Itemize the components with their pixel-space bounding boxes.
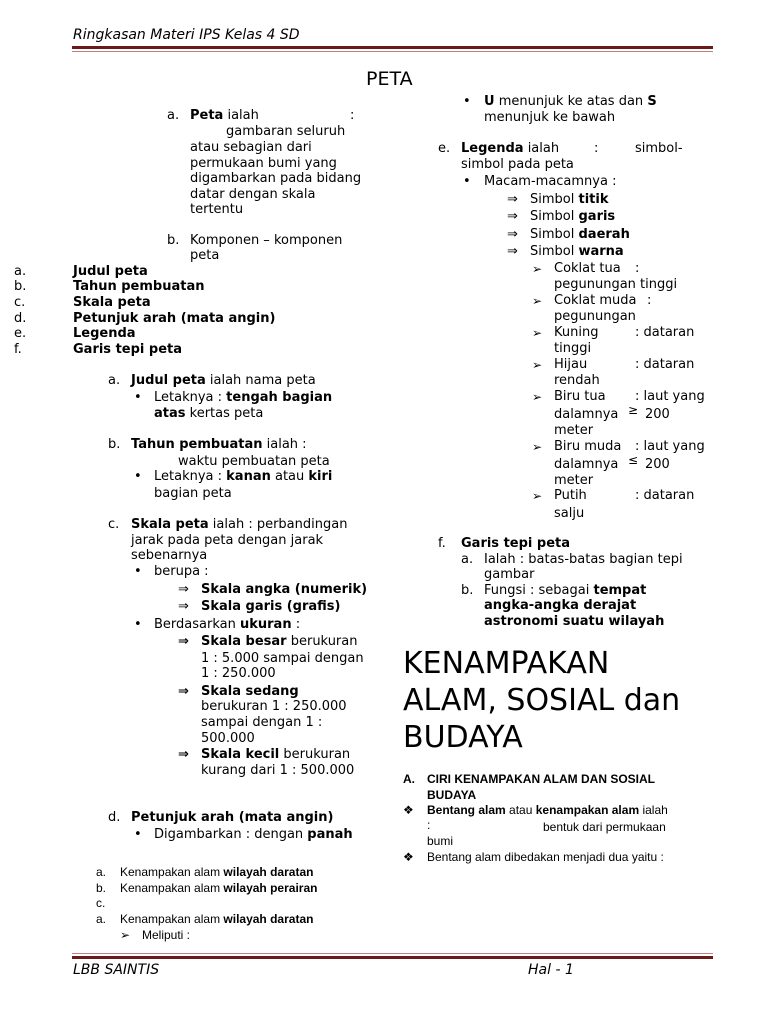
bullet-text: Macam-macamnya : (484, 174, 617, 189)
text: Berdasarkan (154, 617, 240, 632)
term: wilayah perairan (223, 881, 318, 895)
text: Digambarkan : dengan (154, 827, 308, 842)
term: S (647, 94, 657, 109)
footer-rule-thin (72, 953, 713, 954)
warna-name: Coklat tua (554, 261, 621, 276)
bullet: • (463, 174, 471, 189)
arrow-icon: ⇒ (178, 747, 189, 762)
term: Bentang alam (427, 803, 506, 817)
list-item (120, 881, 317, 896)
bullet: • (134, 390, 142, 405)
line: pegunungan tinggi (554, 277, 678, 292)
ciri-heading: BUDAYA (427, 788, 477, 802)
line: berukuran 1 : 250.000 (201, 699, 347, 714)
arrow-icon: ⇒ (178, 634, 189, 649)
list-marker: a. (96, 865, 107, 879)
term: wilayah daratan (223, 912, 314, 926)
bentang-text (427, 803, 668, 818)
bullet: • (134, 564, 142, 579)
heading-line: ALAM, SOSIAL dan (403, 683, 681, 718)
list-item: Legenda (73, 326, 136, 341)
arrow-icon: ⇒ (507, 192, 518, 207)
item-marker: e. (438, 141, 451, 156)
line (484, 583, 646, 599)
line: dalamnya (554, 407, 619, 422)
item-marker: f. (438, 536, 446, 551)
arrow-bullet-icon: ➢ (532, 358, 543, 372)
bullet: • (134, 617, 142, 632)
text: Kenampakan alam (120, 881, 224, 895)
bentang-text: Bentang alam dibedakan menjadi dua yaitu : (427, 850, 664, 864)
line: tertentu (190, 202, 244, 217)
text: Simbol (530, 192, 579, 207)
line: jarak pada peta dengan jarak (131, 533, 324, 548)
list-item (120, 865, 313, 880)
number: 200 (645, 457, 670, 472)
bullet-text (154, 406, 263, 422)
list-item: Judul peta (73, 264, 148, 279)
text: ialah : perbandingan (208, 517, 348, 532)
arrow-icon: ⇒ (507, 244, 518, 259)
line: permukaan bumi yang (190, 156, 337, 171)
section-text (131, 373, 316, 389)
term: tengah bagian (226, 390, 333, 405)
line: menunjuk ke bawah (484, 110, 616, 125)
line: dalamnya (554, 457, 619, 472)
term: Garis tepi peta (461, 536, 571, 551)
diamond-bullet-icon: ❖ (403, 850, 414, 864)
warna-value: : dataran (635, 357, 695, 372)
diamond-bullet-icon: ❖ (403, 803, 414, 817)
text: simbol- (635, 141, 683, 156)
arrow-bullet-icon: ➢ (532, 262, 543, 276)
text: Letaknya : (154, 390, 227, 405)
term: panah (307, 827, 353, 842)
item-marker: a. (167, 108, 180, 123)
bullet: • (134, 469, 142, 484)
arrow-bullet-icon: ➢ (532, 390, 543, 404)
term: tempat (593, 583, 647, 598)
list-marker: b. (96, 881, 107, 895)
list-marker: c. (96, 896, 106, 910)
peta-definition-text (190, 108, 259, 124)
arah-text (484, 94, 657, 110)
arrow-bullet-icon: ➢ (532, 440, 543, 454)
text: ialah (523, 141, 560, 156)
line: gambaran seluruh (226, 124, 346, 139)
line: rendah (554, 373, 600, 388)
page-header: Ringkasan Materi IPS Kelas 4 SD (73, 27, 300, 43)
footer-rule (72, 956, 713, 959)
line: simbol pada peta (461, 157, 574, 172)
line: astronomi suatu wilayah (484, 614, 665, 629)
skala-garis: Skala garis (grafis) (201, 599, 341, 614)
ciri-heading: CIRI KENAMPAKAN ALAM DAN SOSIAL (427, 772, 655, 786)
list-item: Skala peta (73, 295, 151, 310)
list-marker: a. (96, 912, 107, 926)
warna-name: Putih (554, 488, 587, 503)
ge-symbol: ≥ (628, 403, 639, 417)
warna-value: : dataran (635, 488, 695, 503)
colon: : (427, 818, 431, 832)
item-marker: b. (461, 583, 474, 598)
term: ukuran (239, 617, 292, 632)
line: atau sebagian dari (190, 140, 312, 155)
section-text (131, 437, 307, 453)
number: 200 (645, 407, 670, 422)
skala-angka: Skala angka (numerik) (201, 582, 368, 597)
text: berukuran (279, 747, 351, 762)
section-text (131, 517, 347, 533)
term: daerah (578, 227, 630, 242)
line: tinggi (554, 341, 592, 356)
line: 1 : 250.000 (201, 666, 276, 681)
bullet: • (134, 827, 142, 842)
heading-line: BUDAYA (403, 720, 523, 755)
text: Simbol (530, 244, 579, 259)
term: atas (154, 406, 186, 421)
text: Kenampakan alam (120, 912, 224, 926)
simbol-item (530, 209, 615, 225)
line: meter (554, 423, 594, 438)
bullet-text (154, 390, 332, 406)
header-rule-thin (72, 51, 713, 52)
item-marker: A. (403, 772, 415, 786)
text: Simbol (530, 227, 579, 242)
simbol-item (530, 244, 624, 260)
term: wilayah daratan (223, 865, 314, 879)
text: ialah nama peta (205, 373, 316, 388)
line: gambar (484, 567, 535, 582)
item-marker: b. (108, 437, 121, 452)
skala-sedang: Skala sedang (201, 684, 299, 699)
term: Peta (190, 108, 224, 123)
list-marker: d. (14, 311, 27, 326)
list-marker: a. (14, 264, 27, 279)
warna-name: Biru muda (554, 439, 622, 454)
warna-name: Biru tua (554, 389, 606, 404)
arrow-icon: ⇒ (507, 209, 518, 224)
section-text (461, 141, 559, 157)
line: 500.000 (201, 731, 255, 746)
term: U (484, 94, 495, 109)
text: menunjuk ke atas dan (494, 94, 648, 109)
line: bentuk dari permukaan (543, 820, 666, 834)
line: Ialah : batas-batas bagian tepi (484, 552, 683, 567)
line: sampai dengan 1 : (201, 715, 323, 730)
line: pegunungan (554, 309, 636, 324)
item-marker: b. (167, 233, 180, 248)
arrow-bullet-icon: ➢ (532, 294, 543, 308)
arrow-icon: ⇒ (178, 684, 189, 699)
arrow-icon: ⇒ (507, 227, 518, 242)
line: datar dengan skala (190, 187, 316, 202)
text: ialah (639, 803, 668, 817)
line: meter (554, 473, 594, 488)
arrow-icon: ⇒ (178, 582, 189, 597)
text: atau (505, 803, 536, 817)
arrow-bullet-icon: ➢ (532, 326, 543, 340)
list-marker: e. (14, 326, 27, 341)
term: Skala besar (201, 634, 287, 649)
colon: : (350, 108, 355, 123)
term: garis (578, 209, 616, 224)
simbol-item (530, 192, 608, 208)
heading-line: KENAMPAKAN (403, 646, 610, 681)
item-marker: c. (108, 517, 120, 532)
bullet: • (463, 94, 471, 109)
line: kurang dari 1 : 500.000 (201, 763, 355, 778)
text: ialah : (262, 437, 307, 452)
warna-value: : dataran (635, 325, 695, 340)
term: Skala peta (131, 517, 209, 532)
term: Judul peta (131, 373, 206, 388)
arrow-icon: ⇒ (178, 599, 189, 614)
list-item: Petunjuk arah (mata angin) (73, 311, 276, 326)
text: ialah (223, 108, 259, 123)
term: kanan (226, 469, 271, 484)
meliputi-text: Meliputi : (142, 928, 191, 942)
bullet-text (154, 469, 332, 485)
bullet-text (154, 827, 353, 843)
term: Legenda (461, 141, 524, 156)
term: kenampakan alam (535, 803, 640, 817)
arrow-bullet-icon: ➢ (532, 489, 543, 503)
text: Fungsi : sebagai (484, 583, 594, 598)
bullet-text: berupa : (154, 564, 209, 579)
warna-name: Coklat muda (554, 293, 637, 308)
footer-left: LBB SAINTIS (73, 962, 160, 978)
line: peta (190, 248, 220, 263)
term: warna (578, 244, 624, 259)
skala-kecil (201, 747, 350, 763)
line: bumi (427, 834, 454, 848)
list-marker: c. (14, 295, 26, 310)
term: kiri (308, 469, 333, 484)
warna-value: : laut yang (635, 389, 705, 404)
page-number: Hal - 1 (528, 962, 574, 978)
warna-name: Hijau (554, 357, 588, 372)
le-symbol: ≤ (628, 453, 639, 467)
term: Petunjuk arah (mata angin) (131, 810, 334, 825)
text: : (291, 617, 301, 632)
text: kertas peta (185, 406, 264, 421)
simbol-item (530, 227, 630, 243)
peta-title: PETA (366, 68, 413, 90)
text: Letaknya : (154, 469, 227, 484)
warna-value: : (635, 261, 640, 276)
item-marker: a. (461, 552, 474, 567)
header-rule (72, 46, 713, 49)
skala-besar (201, 634, 357, 650)
line: sebenarnya (131, 548, 208, 563)
line: salju (554, 506, 585, 521)
list-item (120, 912, 313, 927)
warna-name: Kuning (554, 325, 599, 340)
line: digambarkan pada bidang (190, 171, 362, 186)
list-item: Garis tepi peta (73, 342, 183, 357)
item-marker: d. (108, 810, 121, 825)
line: angka-angka derajat (484, 598, 637, 613)
bullet-text (154, 617, 300, 633)
colon: : (594, 141, 599, 156)
warna-value: : (647, 293, 652, 308)
item-marker: a. (108, 373, 121, 388)
term: Skala kecil (201, 747, 280, 762)
line: 1 : 5.000 sampai dengan (201, 651, 364, 666)
text: Kenampakan alam (120, 865, 224, 879)
line: Komponen – komponen (190, 233, 343, 248)
list-item: Tahun pembuatan (73, 279, 205, 294)
arrow-bullet-icon: ➢ (120, 928, 131, 942)
line: waktu pembuatan peta (178, 454, 330, 469)
line: bagian peta (154, 486, 232, 501)
term: Tahun pembuatan (131, 437, 263, 452)
list-marker: f. (14, 342, 22, 357)
text: Simbol (530, 209, 579, 224)
term: titik (578, 192, 609, 207)
list-marker: b. (14, 279, 27, 294)
warna-value: : laut yang (635, 439, 705, 454)
text: berukuran (286, 634, 358, 649)
text: atau (270, 469, 309, 484)
